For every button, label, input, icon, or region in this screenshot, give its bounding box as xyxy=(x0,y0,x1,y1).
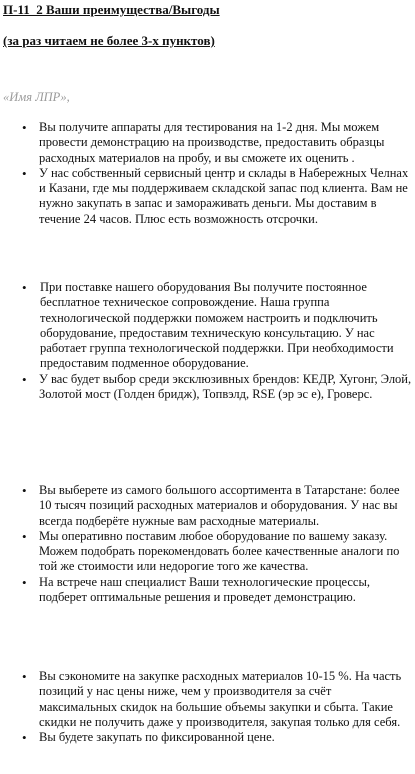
list-item-text: Вы сэкономите на закупке расходных материалов 10-15 %. На часть позиций у нас цены ниже, чем у производителя за счёт максимальных скидок на большие объемы закупки и сбыта. Такие скидки не получить даже у производителя, закупая только для себя. xyxy=(39,669,402,729)
list-item-text: У вас будет выбор среди эксклюзивных брендов: КЕДР, Хугонг, Элой, Золотой мост (Голден бридж), Топвэлд, RSE (эр эс е), Гроверс. xyxy=(39,371,412,402)
benefits-list-4 xyxy=(0,669,412,745)
list-item xyxy=(0,575,412,606)
list-item-text: Вы получите аппараты для тестирования на 1-2 дня. Мы можем провести демонстрацию на производстве, предоставить образцы расходных материалов на пробу, и вы сможете их оценить . xyxy=(39,120,385,165)
list-item xyxy=(0,166,412,227)
list-item-text: Вы будете закупать по фиксированной цене. xyxy=(39,730,275,745)
list-item-text: Вы выберете из самого большого ассортимента в Татарстане: более 10 тысяч позиций расходных материалов и оборудования. У нас вы всегда подберёте нужные вам расходные материалы. xyxy=(39,483,400,528)
list-item xyxy=(0,280,412,372)
list-item xyxy=(0,730,412,745)
bullet-icon: • xyxy=(22,483,27,498)
benefits-list-1 xyxy=(0,120,412,227)
benefits-list-3 xyxy=(0,483,412,605)
bullet-icon: • xyxy=(22,280,27,295)
benefits-list-2 xyxy=(0,280,412,402)
bullet-icon: • xyxy=(22,669,27,684)
greeting-placeholder: «Имя ЛПР», xyxy=(3,90,70,104)
list-item-text: На встрече наш специалист Ваши технологические процессы, подберет оптимальные решения и проведет демонстрацию. xyxy=(39,574,370,605)
bullet-icon: • xyxy=(22,528,27,544)
list-item xyxy=(0,483,412,529)
list-item xyxy=(0,372,412,403)
list-item xyxy=(0,120,412,166)
list-item-text: Мы оперативно поставим любое оборудование по вашему заказу. Можем подобрать порекомендовать более качественные аналоги по той же стоимости или недорогие того же качества. xyxy=(39,528,400,574)
bullet-icon: • xyxy=(22,371,27,387)
bullet-icon: • xyxy=(22,730,27,746)
bullet-icon: • xyxy=(22,165,27,181)
bullet-icon: • xyxy=(22,574,27,590)
document-subtitle: (за раз читаем не более 3-х пунктов) xyxy=(3,33,215,48)
bullet-icon: • xyxy=(22,120,27,135)
document-title: П-11_2 Ваши преимущества/Выгоды xyxy=(3,2,220,17)
list-item-text: При поставке нашего оборудования Вы получите постоянное бесплатное техническое сопровождение. Наша группа технологической поддержки поможем настроить и подключить оборудование, предоставим техническую консультацию. У нас работает группа технологической поддержки. При необходимости предоставим подменное оборудование. xyxy=(40,280,394,371)
list-item-text: У нас собственный сервисный центр и склады в Набережных Челнах и Казани, где мы поддерживаем складской запас под клиента. Вам не нужно закупать в запас и замораживать деньги. Мы доставим в течение 24 часов. Плюс есть возможность отсрочки. xyxy=(39,165,409,226)
list-item xyxy=(0,669,412,730)
list-item xyxy=(0,529,412,575)
